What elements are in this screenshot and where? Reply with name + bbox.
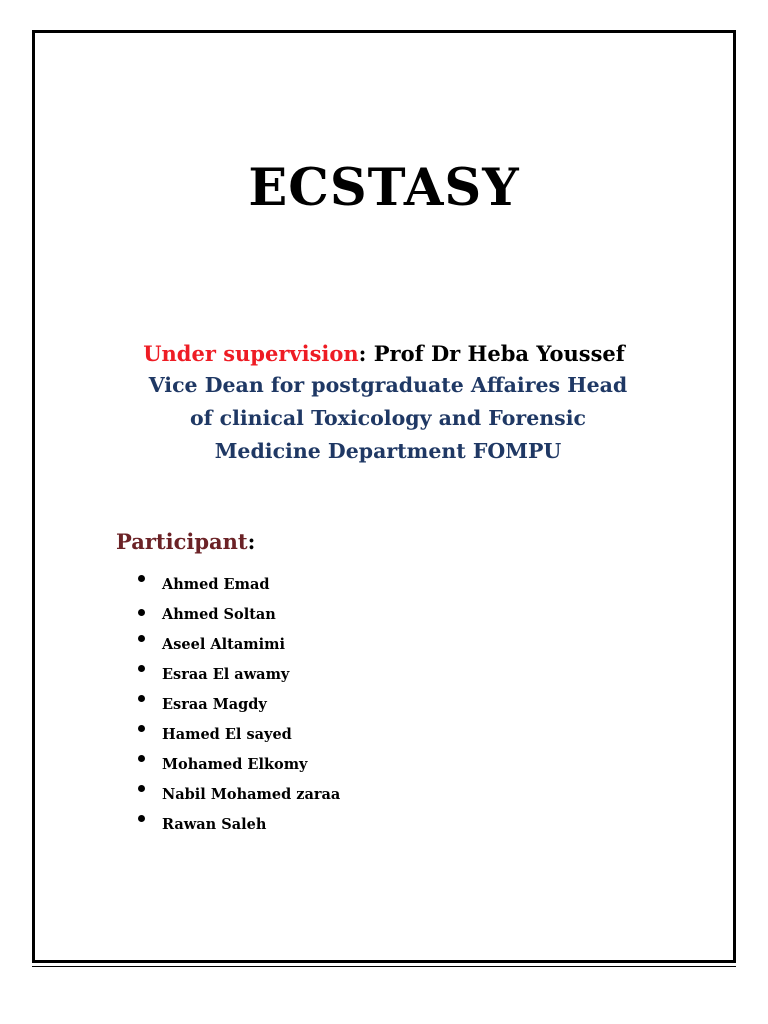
participant-name: Ahmed Emad [162, 576, 270, 593]
supervision-separator: : [358, 341, 374, 366]
participant-heading-label: Participant [116, 529, 248, 554]
participant-name: Esraa El awamy [162, 666, 290, 683]
participant-heading-colon: : [247, 529, 256, 554]
document-title: ECSTASY [248, 158, 520, 218]
bottom-double-rule [32, 966, 736, 967]
participant-name: Rawan Saleh [162, 816, 267, 833]
supervisor-name: Prof Dr Heba Youssef [373, 341, 625, 366]
bullet-icon [138, 665, 145, 672]
bullet-icon [138, 755, 145, 762]
bullet-icon [138, 635, 145, 642]
bullet-icon [138, 575, 145, 582]
supervisor-affiliation [128, 369, 648, 468]
affiliation-line: of clinical Toxicology and Forensic [190, 406, 586, 430]
bullet-icon [138, 725, 145, 732]
participant-heading [116, 526, 255, 558]
participant-name: Hamed El sayed [162, 726, 292, 743]
bullet-icon [138, 695, 145, 702]
bullet-icon [138, 609, 145, 616]
supervision-label: Under supervision [143, 341, 359, 366]
participant-name: Mohamed Elkomy [162, 756, 308, 773]
participant-name: Nabil Mohamed zaraa [162, 786, 341, 803]
participant-name: Aseel Altamimi [162, 636, 285, 653]
supervision-line [0, 338, 768, 370]
participant-name: Ahmed Soltan [162, 606, 276, 623]
bullet-icon [138, 815, 145, 822]
bullet-icon [138, 785, 145, 792]
affiliation-line: Medicine Department FOMPU [214, 439, 562, 463]
affiliation-line: Vice Dean for postgraduate Affaires Head [148, 373, 628, 397]
participant-name: Esraa Magdy [162, 696, 267, 713]
